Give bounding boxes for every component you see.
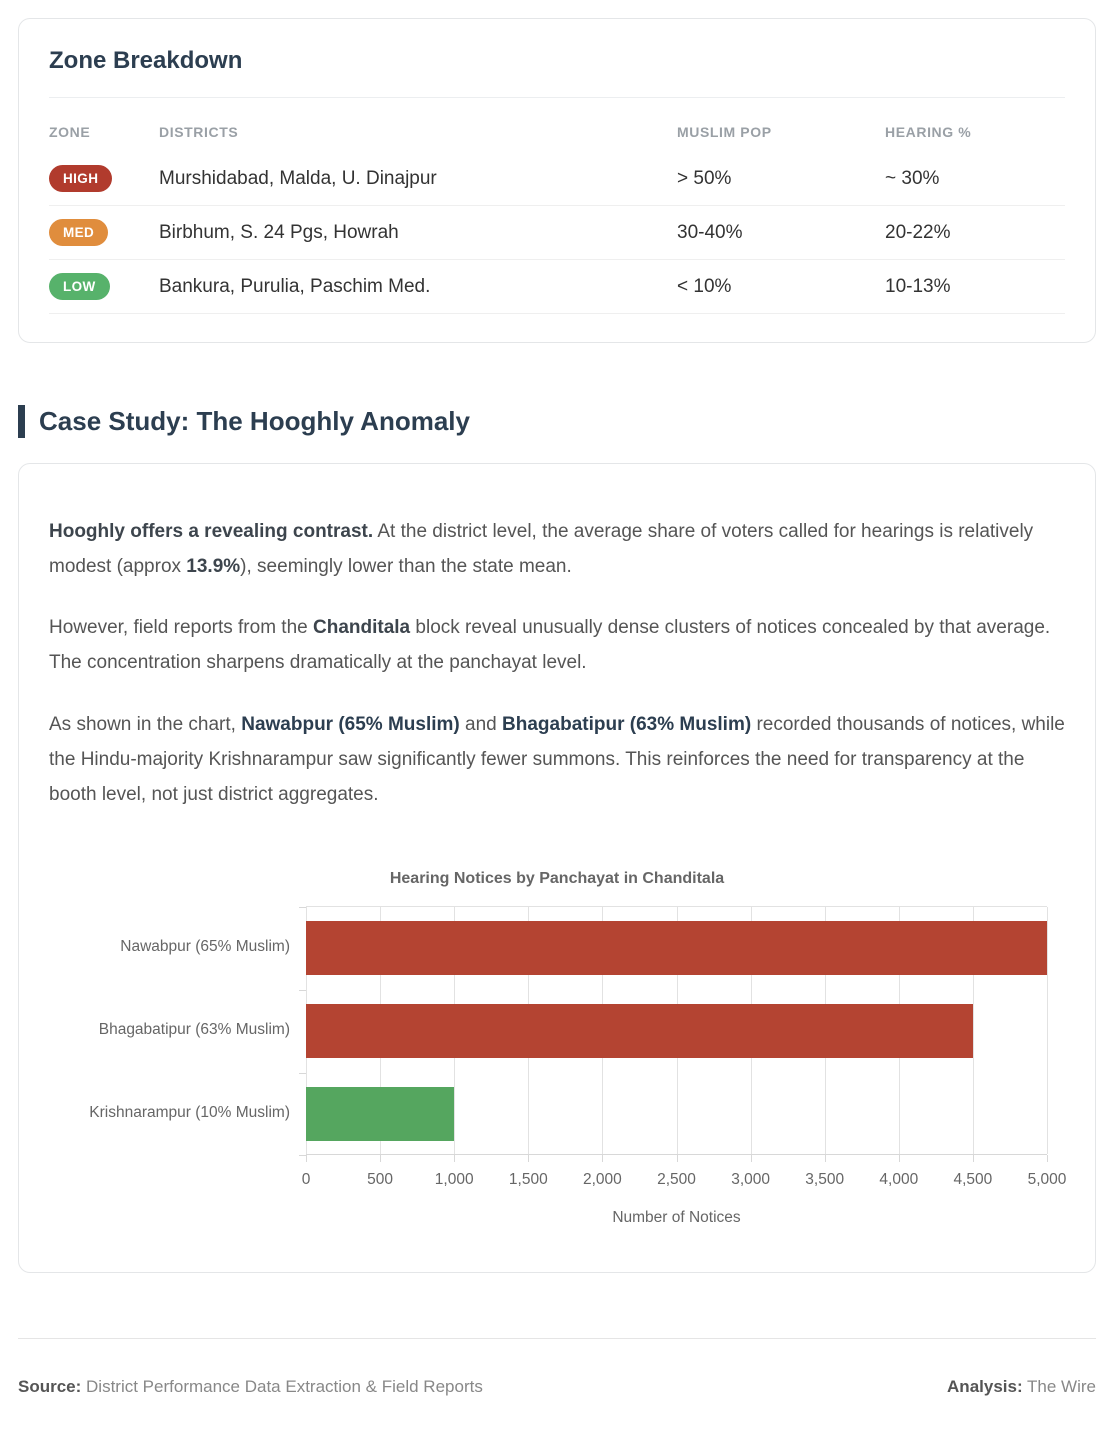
table-row [49,152,1065,206]
muslim-pop-cell: 30-40% [677,221,743,243]
y-tick-mark [299,1073,306,1074]
x-tick-mark [306,1155,307,1162]
case-study-card [18,463,1096,1273]
zone-breakdown-card [18,18,1096,343]
y-tick-mark [299,990,306,991]
analysis-label: Analysis: [947,1376,1023,1396]
x-axis-tick-label: 2,500 [657,1170,696,1188]
text-segment: Hooghly offers a revealing contrast. [49,521,374,542]
footer-source [18,1377,483,1397]
text-segment: 13.9% [186,556,241,578]
text-segment: Bhagabatipur (63% Muslim) [502,713,752,735]
x-tick-mark [1047,1155,1048,1162]
zone-table-header-row [49,98,1065,152]
heading-accent-bar [18,405,25,438]
text-segment: and [459,713,503,735]
page-title: Case Study: The Hooghly Anomaly [39,406,470,436]
x-axis-tick-label: 1,500 [508,1170,548,1188]
text-segment: ), seemingly lower than the state mean. [240,556,572,578]
chart-bar [306,1004,973,1058]
text-segment: recorded thousands of notices, while the Hindu-majority Krishnarampur saw significantly fewer summons. This reinforces the need for transparency at the booth level, not just district aggregates. [49,713,1065,805]
paragraph [49,514,1065,584]
districts-cell: Murshidabad, Malda, U. Dinajpur [159,167,437,189]
y-axis-label: Nawabpur (65% Muslim) [120,938,290,956]
text-segment: block reveal unusually dense clusters of notices concealed by that average. The concentration sharpens dramatically at the panchayat level. [49,617,1051,674]
footer-analysis [947,1377,1096,1397]
table-row [49,260,1065,314]
chart-title: Hearing Notices by Panchayat in Chanditala [389,869,725,887]
x-tick-mark [751,1155,752,1162]
muslim-pop-cell: < 10% [677,275,732,297]
x-tick-mark [677,1155,678,1162]
y-axis-label: Bhagabatipur (63% Muslim) [98,1021,290,1039]
y-tick-mark [299,907,306,908]
chart-grid [49,906,1065,1155]
x-axis-title: Number of Notices [612,1208,741,1226]
x-axis-tick-label: 4,000 [879,1170,919,1188]
zone-badge-low: LOW [49,273,110,300]
x-axis-tick-label: 1,000 [434,1170,474,1188]
chart-plot [306,906,1047,1155]
text-segment: However, field reports from the [49,617,313,639]
x-axis-tick-label: 4,500 [953,1170,993,1188]
hearing-pct-cell: 10-13% [885,275,951,297]
case-study-heading [18,405,1096,438]
table-row [49,206,1065,260]
text-segment: Nawabpur (65% Muslim) [241,713,460,735]
chart-bar [306,921,1047,975]
zone-badge-med: MED [49,219,108,246]
bar-chart [49,870,1065,1227]
chart-bar [306,1087,454,1141]
hearing-pct-cell: ~ 30% [885,167,940,189]
x-tick-mark [602,1155,603,1162]
header-cell-districts: DISTRICTS [159,124,239,140]
x-tick-mark [528,1155,529,1162]
x-axis-tick-label: 0 [301,1170,311,1188]
zone-table [49,98,1065,314]
source-label: Source: [18,1376,82,1396]
x-axis-tick-label: 3,000 [731,1170,770,1188]
analysis-value: The Wire [1022,1376,1096,1396]
text-segment: Chanditala [313,617,411,639]
x-tick-mark [899,1155,900,1162]
x-axis-tick-label: 2,000 [582,1170,622,1188]
x-axis-tick-label: 5,000 [1027,1170,1067,1188]
y-tick-mark [299,1155,306,1156]
zone-badge-cell [49,273,159,300]
source-value: District Performance Data Extraction & Field Reports [81,1376,483,1396]
case-study-paragraphs [49,514,1065,812]
districts-cell: Bankura, Purulia, Paschim Med. [159,275,431,297]
header-cell-zone: ZONE [49,124,91,140]
footer [18,1339,1096,1397]
header-cell-hearing-pct: HEARING % [885,124,972,140]
zone-badge-cell [49,219,159,246]
x-axis-tick-label: 3,500 [805,1170,845,1188]
zone-badge-cell [49,165,159,192]
x-tick-mark [973,1155,974,1162]
zone-breakdown-title: Zone Breakdown [49,47,1065,98]
paragraph [49,610,1065,680]
x-tick-mark [454,1155,455,1162]
chart-ylabels [49,906,306,1155]
hearing-pct-cell: 20-22% [885,221,951,243]
x-tick-mark [825,1155,826,1162]
text-segment: As shown in the chart, [49,713,242,735]
text-segment: At the district level, the average share of voters called for hearings is relatively modest (approx [49,521,1034,578]
districts-cell: Birbhum, S. 24 Pgs, Howrah [159,221,399,243]
muslim-pop-cell: > 50% [677,167,732,189]
x-tick-mark [380,1155,381,1162]
header-cell-muslim-pop: MUSLIM POP [677,124,772,140]
chart-xticks [301,1155,1067,1199]
gridline [1047,907,1048,1154]
zone-badge-high: HIGH [49,165,112,192]
y-axis-label: Krishnarampur (10% Muslim) [89,1104,290,1122]
x-axis-tick-label: 500 [367,1170,394,1188]
paragraph [49,707,1065,812]
